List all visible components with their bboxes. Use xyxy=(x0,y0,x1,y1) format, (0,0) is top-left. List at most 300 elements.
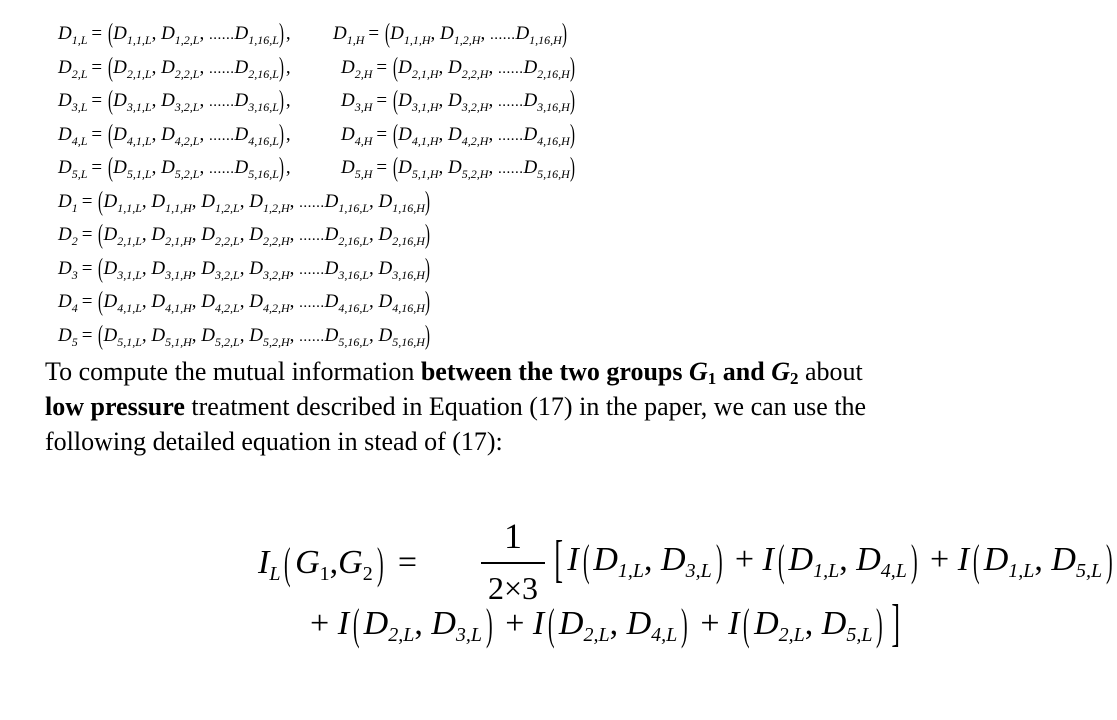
d-symbol: D xyxy=(58,190,72,212)
d-subscript: 3,1,H xyxy=(411,100,439,114)
comma: , xyxy=(151,123,162,145)
comma: , xyxy=(191,324,202,346)
d-symbol: D xyxy=(58,123,72,145)
d-symbol: D xyxy=(448,56,462,78)
d-subscript: 2,1,L xyxy=(117,234,142,248)
equals-sign: = xyxy=(368,23,380,44)
d-subscript: 5,16,L xyxy=(248,167,279,181)
comma: , xyxy=(1034,541,1052,578)
element-term xyxy=(523,56,570,81)
d-symbol: D xyxy=(58,56,72,78)
element-term xyxy=(113,23,152,47)
d-subscript: 3,16,L xyxy=(338,267,370,282)
d-subscript: 5,16,H xyxy=(392,334,425,349)
d-symbol: D xyxy=(161,157,175,178)
comma: , xyxy=(239,224,250,245)
comma: , xyxy=(369,224,379,245)
d-symbol: D xyxy=(523,123,538,145)
element-term xyxy=(151,291,192,315)
d-subscript: 2,L xyxy=(71,66,88,81)
definition-line xyxy=(58,117,575,151)
lhs-G1-subscript: 1 xyxy=(319,563,330,585)
lhs-term xyxy=(58,324,78,349)
element-term xyxy=(113,56,152,81)
d-symbol: D xyxy=(249,324,263,346)
element-term xyxy=(249,257,290,282)
ellipsis: ...... xyxy=(208,27,235,43)
definition-line xyxy=(58,50,575,84)
element-term xyxy=(390,23,431,47)
d-symbol: D xyxy=(201,224,216,245)
equals-sign: = xyxy=(91,123,103,145)
right-paren: ) xyxy=(424,185,430,216)
comma: , xyxy=(151,90,162,111)
element-term xyxy=(398,90,439,114)
d-subscript: 3,2,L xyxy=(215,267,240,282)
element-term xyxy=(378,324,425,349)
comma: , xyxy=(199,56,209,78)
lhs-term xyxy=(58,56,88,81)
d-symbol: D xyxy=(324,190,339,212)
element-term xyxy=(515,23,562,47)
d-symbol: D xyxy=(440,23,454,44)
d-symbol: D xyxy=(161,90,175,111)
comma: , xyxy=(285,23,291,44)
equals-sign: = xyxy=(81,257,93,279)
d-symbol: D xyxy=(201,257,216,279)
d-symbol: D xyxy=(324,291,339,312)
d-subscript: 3,1,L xyxy=(126,100,152,114)
d-symbol: D xyxy=(398,90,412,111)
definition-low xyxy=(58,152,291,182)
paragraph-text-2: about xyxy=(798,357,863,386)
D-subscript: 4,L xyxy=(651,624,678,646)
I-symbol: I xyxy=(567,541,579,578)
plus-sign: + xyxy=(496,605,533,642)
equals-sign: = xyxy=(376,157,388,178)
lhs-term xyxy=(58,157,88,181)
ellipsis: ...... xyxy=(489,27,516,43)
d-subscript: 3,2,L xyxy=(174,100,200,114)
d-subscript: 4,1,H xyxy=(165,301,192,315)
D-subscript: 1,L xyxy=(813,560,840,582)
comma: , xyxy=(191,291,202,312)
d-symbol: D xyxy=(58,291,72,312)
d-symbol: D xyxy=(161,123,175,145)
d-symbol: D xyxy=(58,90,72,111)
d-subscript: 1,1,L xyxy=(117,200,142,215)
comma: , xyxy=(141,324,152,346)
element-term xyxy=(201,291,240,315)
element-term xyxy=(324,224,370,248)
comma: , xyxy=(239,257,250,279)
d-symbol: D xyxy=(341,56,355,78)
comma: , xyxy=(191,190,202,212)
left-paren: ( xyxy=(98,219,104,249)
D-symbol: D xyxy=(983,541,1009,578)
comma: , xyxy=(289,324,300,346)
d-symbol: D xyxy=(113,56,127,78)
comma: , xyxy=(151,56,162,78)
d-subscript: 5,H xyxy=(354,167,373,181)
left-paren: ( xyxy=(108,51,114,82)
comma: , xyxy=(488,123,498,145)
equation-row-1 xyxy=(550,530,1117,589)
comma: , xyxy=(438,157,449,178)
definition-low xyxy=(58,51,291,82)
lhs-term xyxy=(341,123,373,148)
element-term xyxy=(448,123,489,148)
equals-sign: = xyxy=(397,544,418,581)
d-symbol: D xyxy=(201,291,216,312)
d-symbol: D xyxy=(151,224,166,245)
d-subscript: 4,2,H xyxy=(461,133,489,148)
d-subscript: 4,16,H xyxy=(392,301,425,315)
d-subscript: 3,16,H xyxy=(392,267,425,282)
comma: , xyxy=(191,257,202,279)
comma: , xyxy=(285,157,291,178)
element-term xyxy=(113,90,152,114)
element-term xyxy=(378,224,425,248)
equals-sign: = xyxy=(91,23,103,44)
d-subscript: 5,2,L xyxy=(215,334,240,349)
d-symbol: D xyxy=(523,56,538,78)
d-symbol: D xyxy=(151,291,166,312)
left-paren: ( xyxy=(548,600,555,649)
element-term xyxy=(324,291,370,315)
left-paren: ( xyxy=(108,85,114,115)
d-subscript: 3 xyxy=(71,267,78,282)
lhs-I-subscript: L xyxy=(269,563,281,585)
left-paren: ( xyxy=(353,600,360,649)
comma: , xyxy=(289,257,300,279)
d-subscript: 3,16,L xyxy=(248,100,279,114)
left-paren: ( xyxy=(973,536,980,585)
D-subscript: 2,L xyxy=(388,624,415,646)
D-subscript: 3,L xyxy=(685,560,712,582)
left-paren: ( xyxy=(108,152,114,182)
d-subscript: 1,2,H xyxy=(262,200,290,215)
element-term xyxy=(324,257,370,282)
left-paren: ( xyxy=(108,118,114,149)
comma: , xyxy=(141,257,152,279)
d-symbol: D xyxy=(378,291,393,312)
d-symbol: D xyxy=(113,123,127,145)
d-symbol: D xyxy=(378,224,393,245)
equals-sign: = xyxy=(376,56,388,78)
ellipsis: ...... xyxy=(299,295,325,311)
comma: , xyxy=(430,23,441,44)
d-symbol: D xyxy=(58,157,72,178)
right-bracket: ] xyxy=(891,595,901,652)
element-term xyxy=(398,56,439,81)
definition-low xyxy=(58,85,291,115)
right-paren: ) xyxy=(715,536,723,585)
definition-line xyxy=(58,83,575,117)
mutual-information-term xyxy=(532,600,692,649)
left-paren: ( xyxy=(98,286,104,316)
fraction-denominator: 2×3 xyxy=(487,570,539,606)
d-subscript: 2,16,H xyxy=(537,66,570,81)
element-term xyxy=(151,257,192,282)
lhs-term xyxy=(58,23,88,47)
d-symbol: D xyxy=(448,90,462,111)
comma: , xyxy=(141,190,152,212)
d-symbol: D xyxy=(390,23,404,44)
D-symbol: D xyxy=(431,605,456,642)
right-paren: ) xyxy=(486,600,493,649)
d-symbol: D xyxy=(341,90,355,111)
comma: , xyxy=(644,541,661,578)
right-paren: ) xyxy=(569,85,575,115)
comma: , xyxy=(438,90,449,111)
comma: , xyxy=(239,190,250,212)
d-symbol: D xyxy=(324,324,339,346)
ellipsis: ...... xyxy=(208,161,235,177)
D-symbol: D xyxy=(661,541,686,578)
lhs-term xyxy=(58,257,78,282)
fraction-numerator: 1 xyxy=(504,516,522,556)
equals-sign: = xyxy=(91,157,103,178)
d-subscript: 4,2,L xyxy=(174,133,200,148)
comma: , xyxy=(804,605,822,642)
lhs-G1: G xyxy=(295,544,320,581)
equals-sign: = xyxy=(91,90,103,111)
d-symbol: D xyxy=(58,257,72,279)
d-symbol: D xyxy=(151,190,166,212)
element-term xyxy=(151,324,192,349)
d-subscript: 5,1,L xyxy=(117,334,142,349)
d-subscript: 3,2,H xyxy=(461,100,489,114)
D-subscript: 2,L xyxy=(778,624,805,646)
d-symbol: D xyxy=(151,324,166,346)
ellipsis: ...... xyxy=(208,60,235,77)
mutual-information-term xyxy=(567,536,726,585)
group-2-subscript: 2 xyxy=(790,369,799,388)
plus-sign: + xyxy=(726,541,763,578)
element-term xyxy=(103,190,142,215)
paragraph-bold-2: and xyxy=(722,357,772,386)
lhs-term xyxy=(341,56,373,81)
d-subscript: 5,16,L xyxy=(338,334,370,349)
element-term xyxy=(103,257,142,282)
d-symbol: D xyxy=(58,224,72,245)
equals-sign: = xyxy=(81,190,93,212)
d-subscript: 2,1,H xyxy=(165,234,192,248)
comma: , xyxy=(839,541,857,578)
d-subscript: 2,2,H xyxy=(262,234,290,248)
element-term xyxy=(161,157,200,181)
comma: , xyxy=(199,23,209,44)
d-subscript: 4,2,L xyxy=(215,301,240,315)
d-symbol: D xyxy=(234,90,249,111)
group-1-subscript: 1 xyxy=(707,369,717,388)
d-subscript: 1,16,L xyxy=(338,200,370,215)
ellipsis: ...... xyxy=(299,228,325,244)
comma: , xyxy=(438,123,449,145)
comma: , xyxy=(488,157,498,178)
element-term xyxy=(378,291,425,315)
D-symbol: D xyxy=(856,541,881,578)
d-subscript: 2,16,H xyxy=(392,234,425,248)
comma: , xyxy=(488,56,498,78)
definition-line-combined xyxy=(58,217,432,251)
d-subscript: 4,1,L xyxy=(117,301,142,315)
d-symbol: D xyxy=(398,123,412,145)
mutual-information-term xyxy=(728,600,887,649)
d-subscript: 5,2,H xyxy=(262,334,290,349)
element-term xyxy=(234,56,279,81)
mutual-information-term xyxy=(762,536,922,585)
D-symbol: D xyxy=(593,541,618,578)
lhs-G2-subscript: 2 xyxy=(362,563,373,585)
element-term xyxy=(440,23,481,47)
explanation-paragraph xyxy=(45,354,875,459)
d-subscript: 2,2,L xyxy=(174,66,200,81)
d-subscript: 1,1,H xyxy=(403,33,431,47)
paragraph-bold-1: between the two groups xyxy=(420,357,690,386)
element-term xyxy=(523,123,570,148)
d-symbol: D xyxy=(234,56,249,78)
element-term xyxy=(249,291,290,315)
mutual-information-term xyxy=(337,600,497,649)
d-subscript: 1,16,H xyxy=(529,33,562,47)
D-symbol: D xyxy=(821,605,847,642)
d-subscript: 2,H xyxy=(354,66,373,81)
comma: , xyxy=(488,90,498,111)
element-term xyxy=(113,123,152,148)
d-symbol: D xyxy=(448,157,462,178)
d-subscript: 4 xyxy=(71,301,78,315)
comma: , xyxy=(438,56,449,78)
d-subscript: 1,2,H xyxy=(453,33,481,47)
d-symbol: D xyxy=(58,23,72,44)
d-symbol: D xyxy=(103,324,118,346)
d-symbol: D xyxy=(234,123,249,145)
element-term xyxy=(234,90,279,114)
left-paren: ( xyxy=(582,536,590,585)
I-symbol: I xyxy=(728,605,740,642)
d-symbol: D xyxy=(398,56,412,78)
left-paren: ( xyxy=(393,85,399,115)
element-term xyxy=(161,56,200,81)
comma: , xyxy=(199,90,209,111)
right-paren: ) xyxy=(278,118,284,149)
d-subscript: 4,H xyxy=(354,133,373,148)
element-term xyxy=(249,324,290,349)
definition-line-combined xyxy=(58,251,432,285)
D-symbol: D xyxy=(558,605,584,642)
right-paren: ) xyxy=(681,600,688,649)
comma: , xyxy=(369,190,379,212)
element-term xyxy=(249,190,290,215)
d-subscript: 1,L xyxy=(71,33,88,47)
D-subscript: 1,L xyxy=(1008,560,1035,582)
element-term xyxy=(523,157,570,181)
D-subscript: 4,L xyxy=(880,560,907,582)
d-symbol: D xyxy=(103,257,118,279)
left-paren: ( xyxy=(393,152,399,182)
left-paren: ( xyxy=(385,18,391,48)
D-subscript: 1,L xyxy=(617,560,644,582)
d-subscript: 2,2,H xyxy=(461,66,489,81)
right-paren: ) xyxy=(424,252,430,283)
element-term xyxy=(103,224,142,248)
element-term xyxy=(103,324,142,349)
definition-line-combined xyxy=(58,284,432,318)
lhs-term xyxy=(58,123,88,148)
group-1-symbol: G xyxy=(689,357,708,386)
element-term xyxy=(448,56,489,81)
d-subscript: 1,16,L xyxy=(248,33,279,47)
ellipsis: ...... xyxy=(497,161,524,177)
d-symbol: D xyxy=(341,157,355,178)
D-symbol: D xyxy=(363,605,389,642)
d-subscript: 4,1,L xyxy=(126,133,152,148)
right-paren: ) xyxy=(876,600,884,649)
comma: , xyxy=(289,190,300,212)
element-term xyxy=(201,257,240,282)
I-symbol: I xyxy=(957,541,970,578)
paragraph-text-3: treatment described in Equation (17) in the paper, we can use the following detailed equation in stead of (17): xyxy=(45,392,867,456)
element-term xyxy=(151,190,192,215)
d-symbol: D xyxy=(324,257,339,279)
D-subscript: 5,L xyxy=(1075,560,1103,582)
right-paren: ) xyxy=(569,152,575,182)
comma: , xyxy=(609,605,627,642)
I-symbol: I xyxy=(762,541,774,578)
d-symbol: D xyxy=(103,224,118,245)
right-paren: ) xyxy=(910,536,918,585)
d-subscript: 5,1,H xyxy=(411,167,439,181)
definition-line-combined xyxy=(58,318,432,352)
d-subscript: 1 xyxy=(71,200,78,215)
ellipsis: ...... xyxy=(208,94,235,110)
left-paren: ( xyxy=(98,185,104,216)
right-paren: ) xyxy=(1106,536,1113,585)
element-term xyxy=(201,224,240,248)
d-symbol: D xyxy=(448,123,462,145)
d-subscript: 4,16,H xyxy=(537,133,570,148)
right-paren: ) xyxy=(424,219,430,249)
d-subscript: 2,2,L xyxy=(215,234,240,248)
d-subscript: 2,16,L xyxy=(338,234,370,248)
d-symbol: D xyxy=(378,324,393,346)
ellipsis: ...... xyxy=(497,60,524,77)
d-symbol: D xyxy=(333,23,347,44)
d-subscript: 5,1,H xyxy=(165,334,192,349)
comma: , xyxy=(199,157,209,178)
comma: , xyxy=(239,324,250,346)
plus-sign: + xyxy=(921,541,958,578)
comma: , xyxy=(191,224,202,245)
comma: , xyxy=(369,257,379,279)
element-term xyxy=(234,123,279,148)
I-symbol: I xyxy=(532,605,545,642)
d-subscript: 5,1,L xyxy=(126,167,152,181)
right-paren: ) xyxy=(278,18,284,48)
lhs-term xyxy=(58,291,78,315)
right-paren: ) xyxy=(278,51,284,82)
comma: , xyxy=(285,90,291,111)
right-paren: ) xyxy=(569,51,575,82)
left-bracket: [ xyxy=(554,531,563,588)
element-term xyxy=(201,190,240,215)
d-subscript: 4,16,L xyxy=(338,301,370,315)
element-term xyxy=(324,324,370,349)
d-subscript: 5 xyxy=(71,334,78,349)
left-paren: ( xyxy=(393,118,399,149)
